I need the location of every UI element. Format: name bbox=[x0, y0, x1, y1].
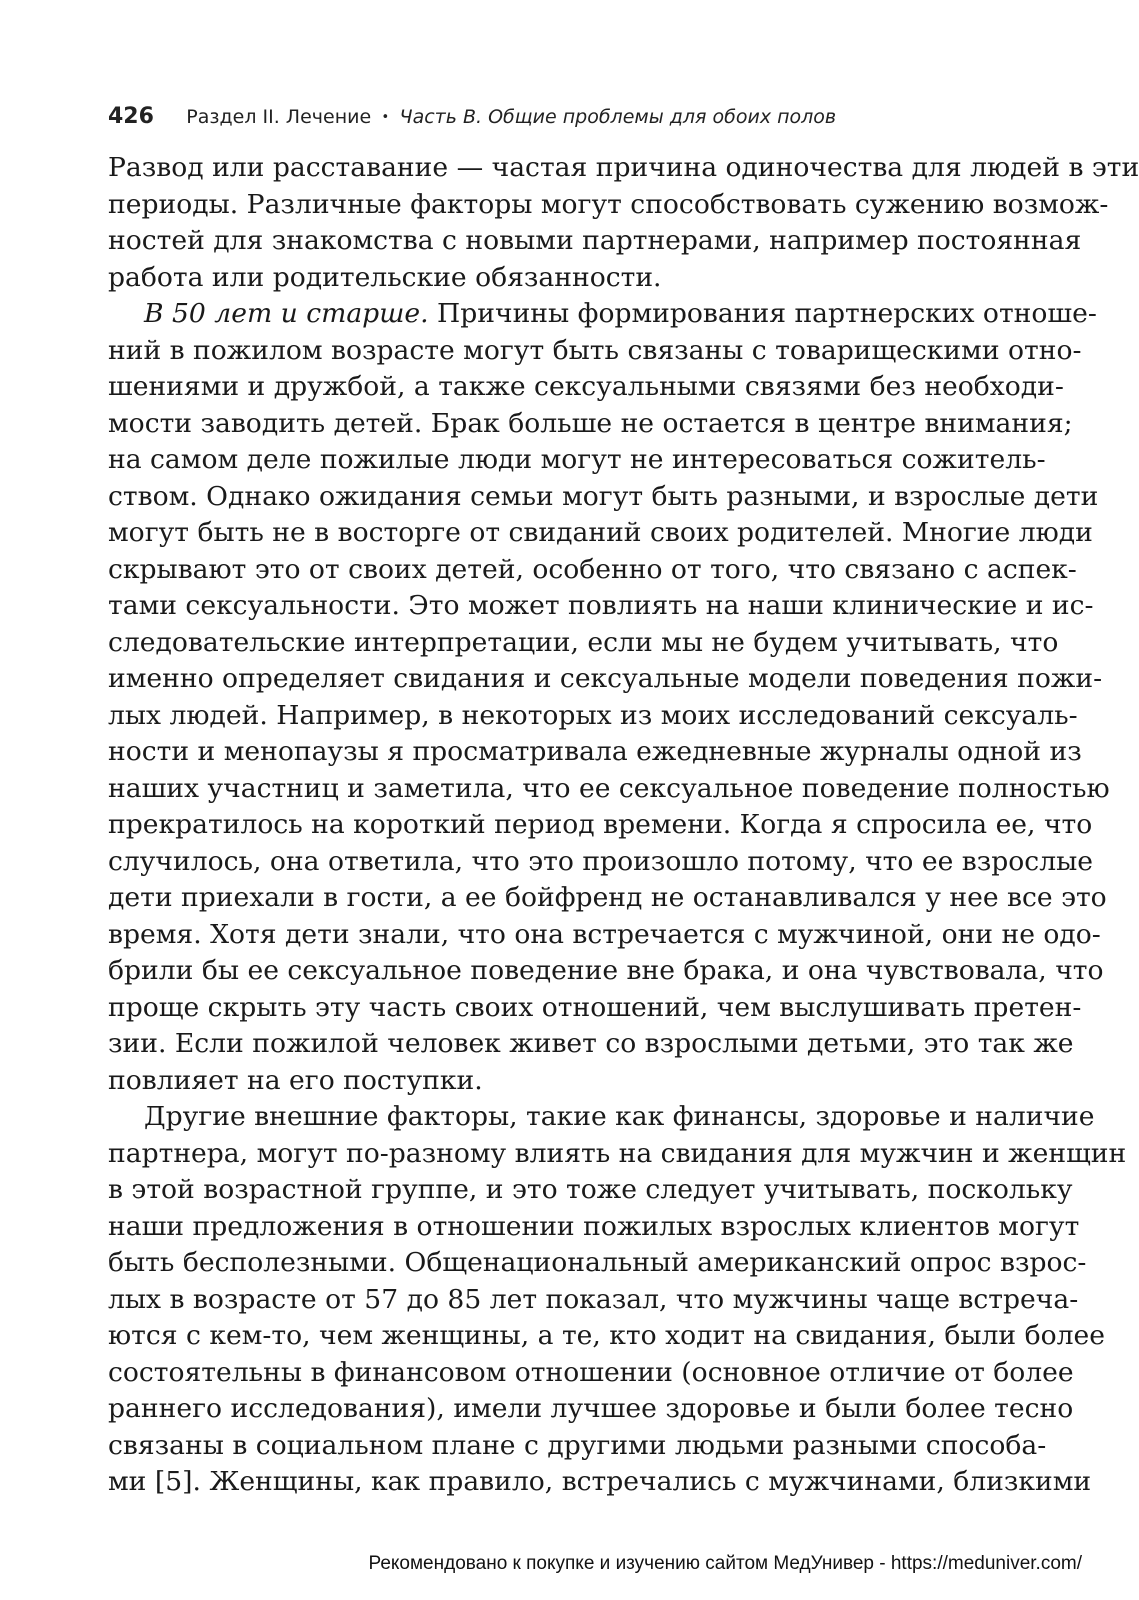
text-line: шениями и дружбой, а также сексуальными связями без необходи- bbox=[108, 371, 1064, 402]
text-line: прекратилось на короткий период времени. Когда я спросила ее, что bbox=[108, 809, 1093, 840]
text-line: ми [5]. Женщины, как правило, встречались с мужчинами, близкими bbox=[108, 1466, 1092, 1497]
text-line: Другие внешние факторы, такие как финансы, здоровье и наличие bbox=[144, 1101, 1095, 1132]
running-header bbox=[108, 98, 1028, 134]
paragraph-1 bbox=[108, 150, 1139, 296]
text-line bbox=[108, 296, 1097, 333]
text-line: случилось, она ответила, что это произошло потому, что ее взрослые bbox=[108, 845, 1093, 877]
text-line: тами сексуальности. Это может повлиять на наши клинические и ис- bbox=[108, 590, 1094, 621]
text-line: время. Хотя дети знали, что она встречается с мужчиной, они не одо- bbox=[108, 918, 1101, 950]
text-line: ностей для знакомства с новыми партнерами, например постоянная bbox=[108, 225, 1082, 256]
text-line: проще скрыть эту часть своих отношений, чем выслушивать претен- bbox=[108, 991, 1082, 1023]
text-line: состоятельны в финансовом отношении (основное отличие от более bbox=[108, 1356, 1074, 1388]
text-line: следовательские интерпретации, если мы не будем учитывать, что bbox=[108, 626, 1059, 658]
text-line: в этой возрастной группе, и это тоже следует учитывать, поскольку bbox=[108, 1174, 1073, 1205]
text-line: партнера, могут по-разному влиять на свидания для мужчин и женщин bbox=[108, 1137, 1127, 1169]
text-line: повлияет на его поступки. bbox=[108, 1064, 483, 1096]
text-line: дети приехали в гости, а ее бойфренд не останавливался у нее все это bbox=[108, 882, 1107, 913]
text-line: ются с кем-то, чем женщины, а те, кто ходит на свидания, были более bbox=[108, 1320, 1105, 1351]
footer-promo-text: Рекомендовано к покупке и изучению сайтом МедУнивер - https://meduniver.com/ bbox=[368, 1553, 1082, 1574]
paragraph-3 bbox=[108, 1099, 1127, 1501]
text-line: работа или родительские обязанности. bbox=[108, 261, 662, 293]
text-line: наших участниц и заметила, что ее сексуальное поведение полностью bbox=[108, 772, 1110, 804]
text-line: лых в возрасте от 57 до 85 лет показал, что мужчины чаще встреча- bbox=[108, 1283, 1079, 1315]
run-in-heading: В 50 лет и старше. bbox=[144, 298, 429, 329]
text-line: именно определяет свидания и сексуальные модели поведения пожи- bbox=[108, 663, 1103, 694]
section-title: Раздел II. Лечение bbox=[186, 106, 372, 128]
text-line: скрывают это от своих детей, особенно от того, что связано с аспек- bbox=[108, 553, 1077, 585]
page-number: 426 bbox=[108, 104, 154, 129]
text-line: связаны в социальном плане с другими людьми разными способа- bbox=[108, 1429, 1047, 1461]
text-line: мости заводить детей. Брак больше не остается в центре внимания; bbox=[108, 407, 1073, 439]
part-title: Часть В. Общие проблемы для обоих полов bbox=[399, 106, 837, 128]
separator-bullet: • bbox=[381, 110, 390, 125]
text-line: ством. Однако ожидания семьи могут быть разными, и взрослые дети bbox=[108, 480, 1099, 512]
text-line: Развод или расставание — частая причина одиночества для людей в эти bbox=[108, 152, 1139, 183]
text-line: быть бесполезными. Общенациональный американский опрос взрос- bbox=[108, 1247, 1087, 1278]
text-line: зии. Если пожилой человек живет со взрослыми детьми, это так же bbox=[108, 1028, 1074, 1059]
text-line: лых людей. Например, в некоторых из моих исследований сексуаль- bbox=[108, 699, 1078, 731]
body-text bbox=[108, 150, 1139, 1501]
text-line: раннего исследования), имели лучшее здоровье и были более тесно bbox=[108, 1393, 1074, 1424]
paragraph-2 bbox=[108, 296, 1110, 1099]
text-run: Причины формирования партнерских отноше- bbox=[428, 298, 1097, 329]
text-line: ности и менопаузы я просматривала ежедневные журналы одной из bbox=[108, 736, 1082, 767]
text-line: периоды. Различные факторы могут способствовать сужению возмож- bbox=[108, 188, 1109, 220]
text-line: наши предложения в отношении пожилых взрослых клиентов могут bbox=[108, 1210, 1080, 1242]
text-line: брили бы ее сексуальное поведение вне брака, и она чувствовала, что bbox=[108, 955, 1104, 986]
text-line: ний в пожилом возрасте могут быть связаны с товарищескими отно- bbox=[108, 334, 1082, 366]
text-line: могут быть не в восторге от свиданий своих родителей. Многие люди bbox=[108, 517, 1093, 548]
text-line: на самом деле пожилые люди могут не интересоваться сожитель- bbox=[108, 444, 1046, 475]
